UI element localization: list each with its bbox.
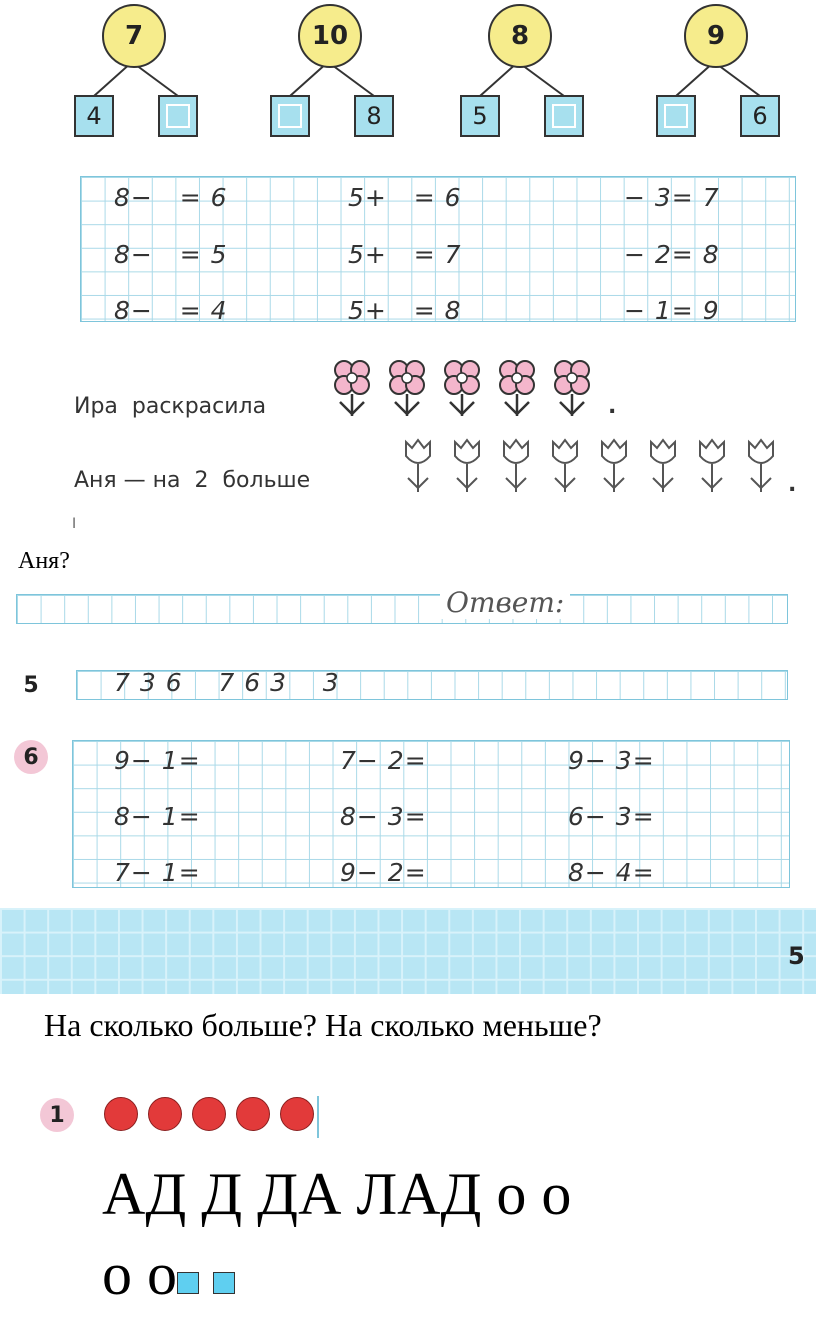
question-text: Аня?	[18, 548, 70, 574]
red-dot	[148, 1097, 182, 1131]
blue-square[interactable]	[177, 1272, 199, 1294]
red-dot	[192, 1097, 226, 1131]
equation: 5+ = 8	[348, 296, 462, 325]
letters-line: о о	[102, 1241, 177, 1307]
house-right-box[interactable]	[544, 95, 584, 137]
equation: − 3= 7	[624, 183, 720, 212]
colored-flower	[550, 358, 594, 420]
house-top-number: 7	[102, 4, 166, 68]
expression: 9− 3=	[568, 746, 655, 775]
page-number: 5	[788, 942, 805, 970]
expression: 7− 1=	[114, 858, 201, 887]
house-right-box[interactable]: 8	[354, 95, 394, 137]
equation: 8− = 5	[114, 240, 228, 269]
outline-tulip	[692, 436, 732, 498]
margin-marker: I	[72, 516, 77, 532]
page-footer-strip	[0, 908, 816, 994]
answer-label: Ответ:	[440, 586, 570, 619]
letters-line: АД Д ДА ЛАД о о	[102, 1161, 572, 1227]
colored-flower	[495, 358, 539, 420]
outline-tulip	[496, 436, 536, 498]
colored-flower	[385, 358, 429, 420]
heading: На сколько больше? На сколько меньше?	[44, 1007, 602, 1043]
equation: 5+ = 7	[348, 240, 462, 269]
equation: 8− = 6	[114, 183, 228, 212]
number-house	[656, 0, 776, 145]
ira-text: Ира раскрасила	[74, 394, 267, 419]
outline-tulip	[398, 436, 438, 498]
outline-tulip	[594, 436, 634, 498]
anya-text: Аня — на 2 больше	[74, 468, 311, 493]
equation: 8− = 4	[114, 296, 228, 325]
period: .	[788, 472, 797, 497]
house-right-box[interactable]: 6	[740, 95, 780, 137]
house-left-box[interactable]	[656, 95, 696, 137]
equation: − 2= 8	[624, 240, 720, 269]
red-dot	[280, 1097, 314, 1131]
blue-square[interactable]	[213, 1272, 235, 1294]
colored-flower	[440, 358, 484, 420]
task-number: 5	[23, 672, 39, 698]
expression: 8− 1=	[114, 802, 201, 831]
house-left-box[interactable]	[270, 95, 310, 137]
answer-grid	[16, 594, 788, 624]
red-dot	[236, 1097, 270, 1131]
house-top-number: 8	[488, 4, 552, 68]
red-dot	[104, 1097, 138, 1131]
house-top-number: 9	[684, 4, 748, 68]
task-number: 6	[14, 740, 48, 774]
expression: 9− 2=	[340, 858, 427, 887]
number-house	[460, 0, 580, 145]
period: .	[608, 394, 617, 419]
outline-tulip	[643, 436, 683, 498]
outline-tulip	[447, 436, 487, 498]
expression: 7− 2=	[340, 746, 427, 775]
expression: 8− 3=	[340, 802, 427, 831]
task5-digits: 7 3 6 7 6 3 3	[114, 668, 340, 697]
house-left-box[interactable]: 4	[74, 95, 114, 137]
letters-line-2-row	[102, 1240, 235, 1308]
expression: 6− 3=	[568, 802, 655, 831]
expression: 8− 4=	[568, 858, 655, 887]
house-top-number: 10	[298, 4, 362, 68]
colored-flower	[330, 358, 374, 420]
house-left-box[interactable]: 5	[460, 95, 500, 137]
number-house	[74, 0, 194, 145]
divider-line	[317, 1096, 319, 1138]
expression: 9− 1=	[114, 746, 201, 775]
number-house	[270, 0, 390, 145]
equation: − 1= 9	[624, 296, 720, 325]
outline-tulip	[741, 436, 781, 498]
outline-tulip	[545, 436, 585, 498]
equation: 5+ = 6	[348, 183, 462, 212]
task-number: 1	[40, 1098, 74, 1132]
house-right-box[interactable]	[158, 95, 198, 137]
number-houses	[0, 0, 816, 150]
